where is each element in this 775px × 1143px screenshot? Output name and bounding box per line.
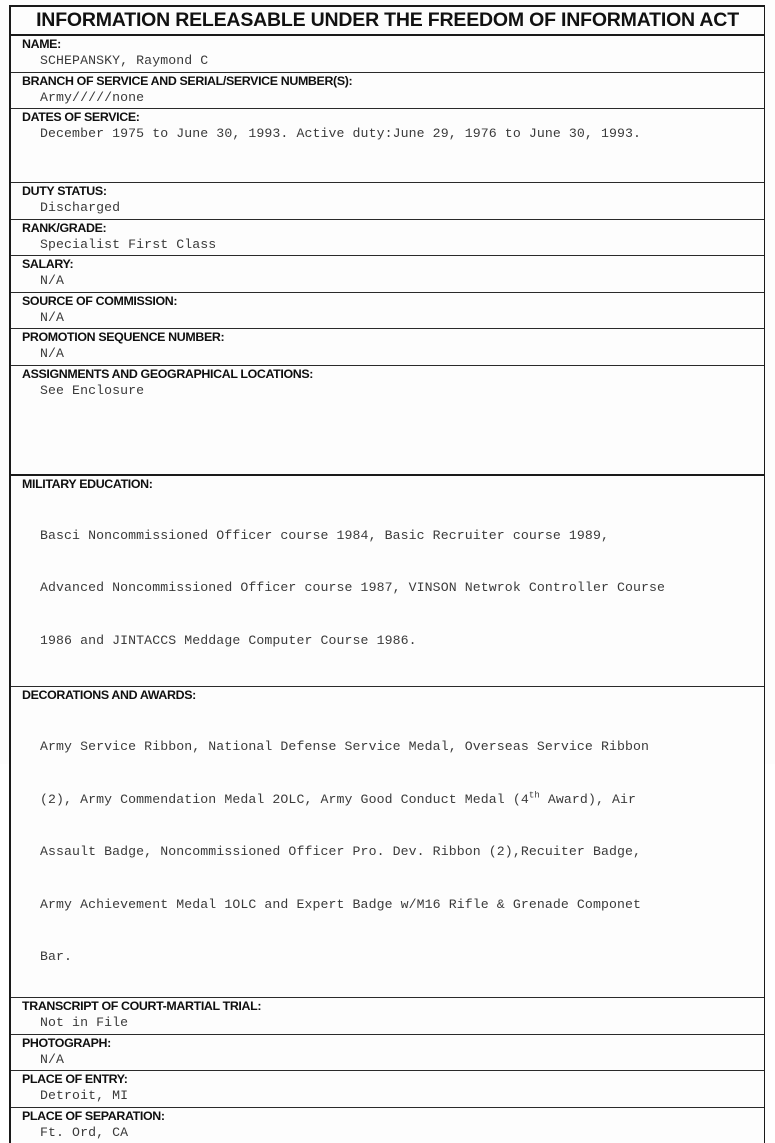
field-label-dates-of-service: DATES OF SERVICE: <box>11 109 764 125</box>
field-row-name <box>11 36 764 73</box>
field-row-promotion-sequence-number <box>11 329 764 366</box>
decorations-line-1: Army Service Ribbon, National Defense Service Medal, Overseas Service Ribbon <box>40 738 764 756</box>
document-title-banner <box>11 7 764 36</box>
field-label-branch-of-service: BRANCH OF SERVICE AND SERIAL/SERVICE NUMBER(S): <box>11 73 764 89</box>
field-label-photograph: PHOTOGRAPH: <box>11 1035 764 1051</box>
field-label-transcript-of-court-martial: TRANSCRIPT OF COURT-MARTIAL TRIAL: <box>11 998 764 1014</box>
field-row-rank-grade <box>11 220 764 257</box>
field-label-source-of-commission: SOURCE OF COMMISSION: <box>11 293 764 309</box>
decorations-line-5: Bar. <box>40 948 764 960</box>
decorations-line-2-part-a: (2), Army Commendation Medal 2OLC, Army Good Conduct Medal (4 <box>40 792 529 807</box>
field-row-source-of-commission <box>11 293 764 330</box>
page-title: INFORMATION RELEASABLE UNDER THE FREEDOM OF INFORMATION ACT <box>11 9 764 31</box>
field-row-military-education <box>11 476 764 688</box>
decorations-line-3: Assault Badge, Noncommissioned Officer Pro. Dev. Ribbon (2),Recuiter Badge, <box>40 843 764 861</box>
military-education-line-3: 1986 and JINTACCS Meddage Computer Course 1986. <box>40 632 764 650</box>
field-value-branch-of-service: Army/////none <box>11 89 764 109</box>
foia-record-form <box>9 5 765 1143</box>
field-row-duty-status <box>11 183 764 220</box>
field-value-military-education <box>11 492 764 687</box>
field-row-place-of-separation <box>11 1108 764 1143</box>
field-label-duty-status: DUTY STATUS: <box>11 183 764 199</box>
field-row-transcript-of-court-martial <box>11 998 764 1035</box>
field-row-photograph <box>11 1035 764 1072</box>
decorations-line-2 <box>40 791 764 809</box>
military-education-line-1: Basci Noncommissioned Officer course 1984, Basic Recruiter course 1989, <box>40 527 764 545</box>
field-value-promotion-sequence-number: N/A <box>11 345 764 365</box>
field-row-branch-of-service <box>11 73 764 110</box>
field-value-decorations-and-awards <box>11 703 764 997</box>
field-value-salary: N/A <box>11 272 764 292</box>
field-value-source-of-commission: N/A <box>11 309 764 329</box>
field-value-place-of-separation: Ft. Ord, CA <box>11 1124 764 1143</box>
field-row-assignments <box>11 366 764 476</box>
field-row-place-of-entry <box>11 1071 764 1108</box>
field-value-rank-grade: Specialist First Class <box>11 236 764 256</box>
military-education-line-2: Advanced Noncommissioned Officer course 1987, VINSON Netwrok Controller Course <box>40 579 764 597</box>
field-label-name: NAME: <box>11 36 764 52</box>
field-label-decorations-and-awards: DECORATIONS AND AWARDS: <box>11 687 764 703</box>
decorations-ordinal-suffix: th <box>529 790 540 800</box>
field-value-assignments: See Enclosure <box>11 382 764 402</box>
field-value-transcript-of-court-martial: Not in File <box>11 1014 764 1034</box>
decorations-line-4: Army Achievement Medal 1OLC and Expert Badge w/M16 Rifle & Grenade Componet <box>40 896 764 914</box>
field-value-name: SCHEPANSKY, Raymond C <box>11 52 764 72</box>
field-label-place-of-separation: PLACE OF SEPARATION: <box>11 1108 764 1124</box>
field-value-dates-of-service: December 1975 to June 30, 1993. Active duty:June 29, 1976 to June 30, 1993. <box>11 125 764 145</box>
field-label-assignments: ASSIGNMENTS AND GEOGRAPHICAL LOCATIONS: <box>11 366 764 382</box>
field-label-promotion-sequence-number: PROMOTION SEQUENCE NUMBER: <box>11 329 764 345</box>
decorations-line-2-part-b: Award), Air <box>540 792 636 807</box>
field-value-place-of-entry: Detroit, MI <box>11 1087 764 1107</box>
field-value-photograph: N/A <box>11 1051 764 1071</box>
field-label-military-education: MILITARY EDUCATION: <box>11 476 764 492</box>
field-row-salary <box>11 256 764 293</box>
field-label-salary: SALARY: <box>11 256 764 272</box>
field-row-dates-of-service <box>11 109 764 183</box>
field-label-rank-grade: RANK/GRADE: <box>11 220 764 236</box>
field-row-decorations-and-awards <box>11 687 764 998</box>
field-label-place-of-entry: PLACE OF ENTRY: <box>11 1071 764 1087</box>
field-value-duty-status: Discharged <box>11 199 764 219</box>
